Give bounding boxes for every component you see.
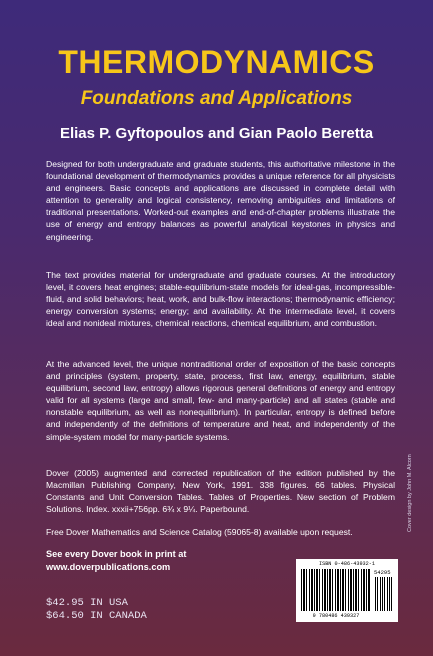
barcode-addon-number: 54295 <box>374 569 391 576</box>
barcode-addon-bars <box>375 577 394 611</box>
description-paragraph-1: Designed for both undergraduate and graduate students, this authoritative milestone in the foundational development of thermodynamics provides a unique reference for all physicists and engineers. Basic concepts and applications are discussed in complete detail with attention to generality and logical consistency, removing ambiguities and limitations of traditional presentations. Worked-out examples and end-of-chapter problems illustrate the use of energy and entropy balances as powerful analytical keystones in physics and engineering. <box>46 159 395 242</box>
description-paragraph-2: The text provides material for undergraduate and graduate courses. At the introductory level, it covers heat engines; stable-equilibrium-state models for ideal-gas, incompressible-fluid, and solid behaviors; heat, work, and bulk-flow interactions; thermodynamic efficiency; energy conversion systems; energy; and availability. At the intermediate level, it covers ideal and nonideal mixtures, chemical reactions, chemical equilibrium, and combustion. <box>46 270 395 329</box>
description-paragraph-3: At the advanced level, the unique nontraditional order of exposition of the basic concepts and principles (system, property, state, process, first law, energy, equilibrium, stable equilibrium, second law, entropy) allows rigorous general definitions of energy and entropy valid for all systems (large and small, few- and many-particle) and all states (stable and nonstable equilibrium, as well as nonequilibrium). In particular, entropy is defined before and independently of the definitions of temperature and heat, and independently of the simple-system model for many-particle systems. <box>46 359 395 442</box>
catalog-note: Free Dover Mathematics and Science Catalog (59065-8) available upon request. <box>46 527 353 537</box>
isbn-barcode <box>296 559 398 622</box>
isbn-number: ISBN 0-486-43932-1 <box>318 561 376 567</box>
book-title: THERMODYNAMICS <box>58 44 375 80</box>
book-subtitle: Foundations and Applications <box>80 88 353 109</box>
price-usa: $42.95 IN USA <box>46 597 128 609</box>
website-link[interactable]: www.doverpublications.com <box>46 561 171 572</box>
price-canada: $64.50 IN CANADA <box>46 610 147 622</box>
price-list <box>46 597 147 623</box>
book-authors: Elias P. Gyftopoulos and Gian Paolo Beretta <box>59 125 374 142</box>
cover-design-credit: Cover design by John M. Alcorn <box>407 454 413 532</box>
barcode-bars <box>301 569 371 611</box>
publication-details: Dover (2005) augmented and corrected republication of the edition published by the Macmillan Publishing Company, New York, 1991. 338 figures. 66 tables. Physical Constants and Unit Conversion Tables. Tables of Properties. New section of Problem Solutions. Index. xxxii+756pp. 6¾ x 9¼. Paperbound. <box>46 468 395 515</box>
ean-number: 9 780486 439327 <box>312 613 360 619</box>
see-every-text: See every Dover book in print at <box>46 549 187 559</box>
